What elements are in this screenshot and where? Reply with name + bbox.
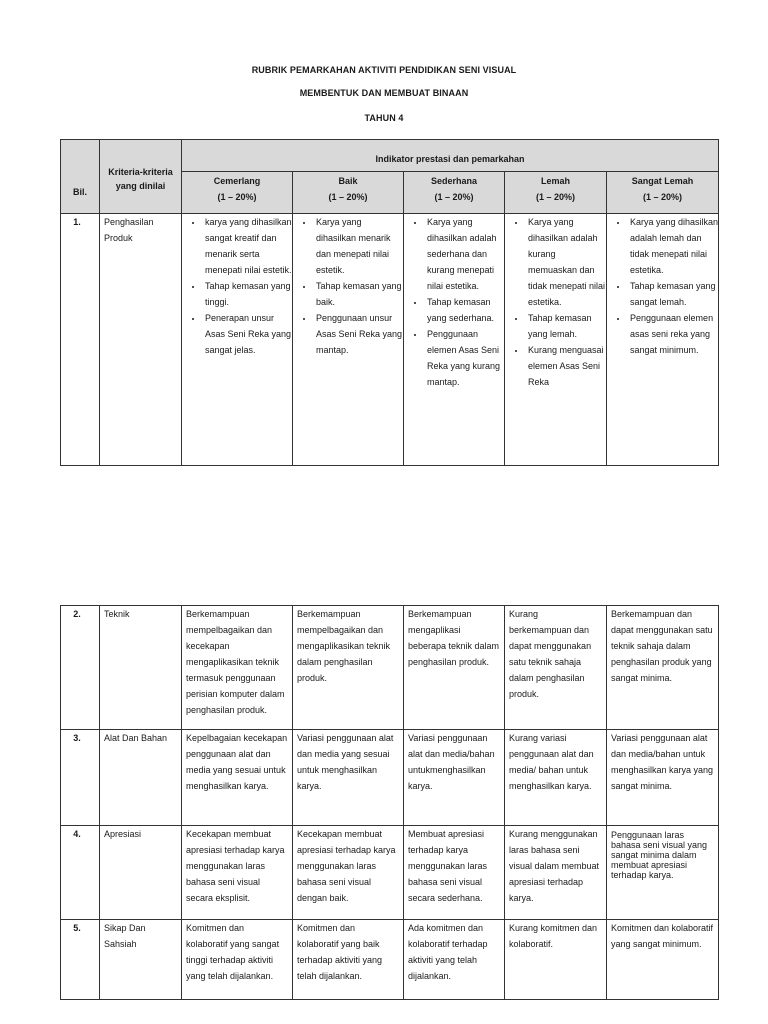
descriptor-item: • Karya yang dihasilkan adalah lemah dan tidak menepati nilai estetika. bbox=[628, 214, 718, 278]
descriptor-item: • Tahap kemasan yang tinggi. bbox=[203, 278, 292, 310]
descriptor-item: • Tahap kemasan yang sederhana. bbox=[425, 294, 504, 326]
descriptor-item: • karya yang dihasilkan sangat kreatif dan menarik serta menepati nilai estetik. bbox=[203, 214, 292, 278]
row-number: 4. bbox=[61, 826, 100, 920]
descriptor-cell: Komitmen dan kolaboratif yang sangat tinggi terhadap aktiviti yang telah dijalankan. bbox=[182, 920, 293, 1000]
descriptor-item: • Penerapan unsur Asas Seni Reka yang sangat jelas. bbox=[203, 310, 292, 358]
header-level-sederhana: Sederhana (1 – 20%) bbox=[404, 172, 505, 214]
header-level-lemah: Lemah (1 – 20%) bbox=[505, 172, 607, 214]
table-row bbox=[61, 214, 719, 466]
descriptor-item: • Kurang menguasai elemen Asas Seni Reka bbox=[526, 342, 606, 390]
descriptor-item: • Tahap kemasan yang baik. bbox=[314, 278, 403, 310]
table-row bbox=[61, 730, 719, 826]
descriptor-cell: Komitmen dan kolaboratif yang sangat minimum. bbox=[607, 920, 719, 1000]
descriptor-cell: Kurang komitmen dan kolaboratif. bbox=[505, 920, 607, 1000]
descriptor-cell: Kepelbagaian kecekapan penggunaan alat dan media yang sesuai untuk menghasilkan karya. bbox=[182, 730, 293, 826]
descriptor-cell: Berkemampuan mempelbagaikan dan mengaplikasikan teknik dalam penghasilan produk. bbox=[293, 606, 404, 730]
row-number: 1. bbox=[61, 214, 100, 466]
row-number: 5. bbox=[61, 920, 100, 1000]
header-kriteria: Kriteria-kriteria yang dinilai bbox=[100, 140, 182, 214]
descriptor-cell: Berkemampuan dan dapat menggunakan satu teknik sahaja dalam penghasilan produk yang sangat minima. bbox=[607, 606, 719, 730]
descriptor-cell: Berkemampuan mempelbagaikan dan kecekapan mengaplikasikan teknik termasuk penggunaan perisian komputer dalam penghasilan produk. bbox=[182, 606, 293, 730]
row-number: 3. bbox=[61, 730, 100, 826]
header-bil: Bil. bbox=[61, 140, 100, 214]
descriptor-item: • Tahap kemasan yang lemah. bbox=[526, 310, 606, 342]
descriptor-cell bbox=[404, 214, 505, 466]
descriptor-item: • Penggunaan elemen asas seni reka yang sangat minimum. bbox=[628, 310, 718, 358]
table-row bbox=[61, 826, 719, 920]
descriptor-cell bbox=[505, 214, 607, 466]
header-indicator: Indikator prestasi dan pemarkahan bbox=[182, 140, 719, 172]
table-row bbox=[61, 606, 719, 730]
descriptor-cell: Kurang berkemampuan dan dapat menggunakan satu teknik sahaja dalam penghasilan produk. bbox=[505, 606, 607, 730]
criteria-label: Apresiasi bbox=[100, 826, 182, 920]
descriptor-cell: Kurang variasi penggunaan alat dan media/ bahan untuk menghasilkan karya. bbox=[505, 730, 607, 826]
header-level-sangat-lemah: Sangat Lemah (1 – 20%) bbox=[607, 172, 719, 214]
rubric-table-top bbox=[60, 139, 719, 466]
row-number: 2. bbox=[61, 606, 100, 730]
document-title: RUBRIK PEMARKAHAN AKTIVITI PENDIDIKAN SENI VISUAL bbox=[251, 65, 517, 75]
descriptor-item: • Karya yang dihasilkan adalah kurang memuaskan dan tidak menepati nilai estetika. bbox=[526, 214, 606, 310]
descriptor-cell: Membuat apresiasi terhadap karya menggunakan laras bahasa seni visual secara sederhana. bbox=[404, 826, 505, 920]
descriptor-cell bbox=[293, 214, 404, 466]
criteria-label: Sikap Dan Sahsiah bbox=[100, 920, 182, 1000]
descriptor-cell: Kurang menggunakan laras bahasa seni visual dalam membuat apresiasi terhadap karya. bbox=[505, 826, 607, 920]
descriptor-cell: Berkemampuan mengaplikasi beberapa teknik dalam penghasilan produk. bbox=[404, 606, 505, 730]
descriptor-cell: Penggunaan laras bahasa seni visual yang sangat minima dalam membuat apresiasi terhadap karya. bbox=[607, 826, 719, 920]
descriptor-item: • Karya yang dihasilkan adalah sederhana dan kurang menepati nilai estetika. bbox=[425, 214, 504, 294]
descriptor-cell: Komitmen dan kolaboratif yang baik terhadap aktiviti yang telah dijalankan. bbox=[293, 920, 404, 1000]
document-year: TAHUN 4 bbox=[364, 113, 404, 123]
descriptor-item: • Penggunaan elemen Asas Seni Reka yang kurang mantap. bbox=[425, 326, 504, 390]
header-level-cemerlang: Cemerlang (1 – 20%) bbox=[182, 172, 293, 214]
descriptor-cell: Ada komitmen dan kolaboratif terhadap aktiviti yang telah dijalankan. bbox=[404, 920, 505, 1000]
criteria-label: Alat Dan Bahan bbox=[100, 730, 182, 826]
descriptor-item: • Penggunaan unsur Asas Seni Reka yang mantap. bbox=[314, 310, 403, 358]
descriptor-cell bbox=[607, 214, 719, 466]
descriptor-cell: Variasi penggunaan alat dan media yang sesuai untuk menghasilkan karya. bbox=[293, 730, 404, 826]
descriptor-cell: Variasi penggunaan alat dan media/bahan untuk menghasilkan karya yang sangat minima. bbox=[607, 730, 719, 826]
rubric-table-bottom bbox=[60, 605, 719, 1000]
criteria-label: Penghasilan Produk bbox=[100, 214, 182, 466]
descriptor-cell: Variasi penggunaan alat dan media/bahan untukmenghasilkan karya. bbox=[404, 730, 505, 826]
descriptor-cell: Kecekapan membuat apresiasi terhadap karya menggunakan laras bahasa seni visual secara eksplisit. bbox=[182, 826, 293, 920]
descriptor-item: • Karya yang dihasilkan menarik dan menepati nilai estetik. bbox=[314, 214, 403, 278]
descriptor-item: • Tahap kemasan yang sangat lemah. bbox=[628, 278, 718, 310]
document-subtitle: MEMBENTUK DAN MEMBUAT BINAAN bbox=[299, 88, 469, 98]
table-row bbox=[61, 920, 719, 1000]
descriptor-cell bbox=[182, 214, 293, 466]
descriptor-cell: Kecekapan membuat apresiasi terhadap karya menggunakan laras bahasa seni visual dengan baik. bbox=[293, 826, 404, 920]
criteria-label: Teknik bbox=[100, 606, 182, 730]
header-level-baik: Baik (1 – 20%) bbox=[293, 172, 404, 214]
